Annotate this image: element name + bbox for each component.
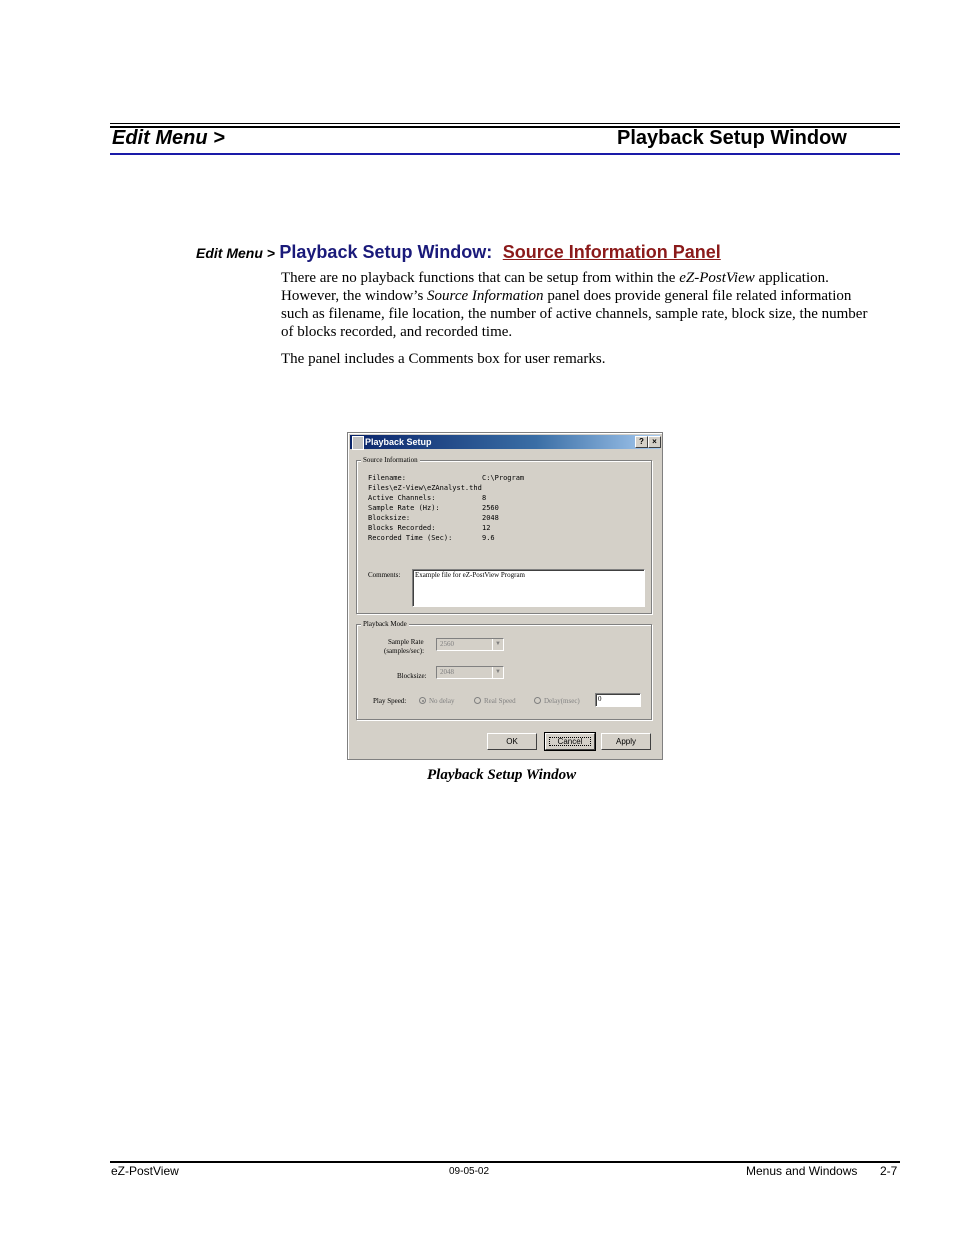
- source-information-label: Source Information: [363, 456, 418, 464]
- sample-rate-label: Sample Rate: [388, 638, 424, 646]
- footer-date: 09-05-02: [449, 1166, 490, 1177]
- comments-label: Comments:: [368, 571, 401, 579]
- footer-rule: [110, 1161, 900, 1163]
- info-sample-rate-label: Sample Rate (Hz):: [368, 504, 440, 512]
- info-sample-rate-value: 2560: [482, 504, 499, 512]
- footer-left: eZ-PostView: [111, 1164, 179, 1178]
- info-filename-label: Filename:: [368, 474, 406, 482]
- info-filepath: Files\eZ-View\eZAnalyst.thd: [368, 484, 482, 492]
- info-blocksize-value: 2048: [482, 514, 499, 522]
- close-button[interactable]: ×: [648, 436, 661, 448]
- blocksize-value: 2048: [440, 668, 454, 676]
- info-recorded-time-label: Recorded Time (Sec):: [368, 534, 453, 542]
- sample-rate-units-label: (samples/sec):: [384, 647, 425, 655]
- sample-rate-select[interactable]: [436, 638, 504, 651]
- radio-real-speed[interactable]: [474, 697, 481, 704]
- play-speed-label: Play Speed:: [373, 697, 407, 705]
- focus-rect: [549, 737, 591, 746]
- dialog-titlebar: [350, 435, 660, 449]
- playback-mode-label: Playback Mode: [363, 620, 407, 628]
- apply-button[interactable]: Apply: [601, 733, 651, 750]
- section-prefix: Edit Menu >: [196, 245, 275, 261]
- info-blocksize-label: Blocksize:: [368, 514, 411, 522]
- source-information-group: [356, 456, 652, 614]
- cancel-button[interactable]: [545, 733, 595, 750]
- radio-no-delay-label: No delay: [429, 697, 455, 705]
- header-rule-top: [110, 123, 900, 124]
- sample-rate-value: 2560: [440, 640, 454, 648]
- p1-app-name: eZ-PostView: [679, 270, 755, 286]
- p1-panel-name: Source Information: [427, 288, 544, 304]
- p1-text-a: There are no playback functions that can be setup from within the: [281, 270, 680, 286]
- radio-delay-label: Delay(msec): [544, 697, 580, 705]
- chevron-down-icon[interactable]: ▼: [492, 639, 503, 650]
- info-channels-label: Active Channels:: [368, 494, 436, 502]
- dialog-title: Playback Setup: [365, 437, 432, 447]
- delay-input[interactable]: 0: [595, 693, 641, 707]
- header-right-title: Playback Setup Window: [617, 127, 847, 149]
- ok-button[interactable]: OK: [487, 733, 537, 750]
- radio-delay[interactable]: [534, 697, 541, 704]
- info-filename-value: C:\Program: [482, 474, 525, 482]
- section-heading: [196, 242, 721, 263]
- info-blocks-recorded-value: 12: [482, 524, 491, 532]
- body-paragraph-1: [281, 269, 881, 341]
- chevron-down-icon[interactable]: ▼: [492, 667, 503, 678]
- playback-mode-group: [356, 620, 652, 720]
- blocksize-select[interactable]: [436, 666, 504, 679]
- figure-caption: Playback Setup Window: [427, 767, 577, 783]
- info-channels-value: 8: [482, 494, 487, 502]
- section-title: Playback Setup Window:: [279, 242, 493, 262]
- footer-section: Menus and Windows: [746, 1164, 858, 1178]
- info-recorded-time-value: 9.6: [482, 534, 495, 542]
- section-subtitle: Source Information Panel: [502, 242, 721, 262]
- body-paragraph-2: The panel includes a Comments box for user remarks.: [281, 351, 606, 367]
- radio-real-speed-label: Real Speed: [484, 697, 516, 705]
- help-button[interactable]: ?: [635, 436, 648, 448]
- p1-text-c: application. However, the window’s: [281, 270, 829, 304]
- p1-text-e: panel does provide general file related information such as filename, file location, the number of active channels, sample rate, block size, the number of blocks recorded, and recorded time.: [281, 288, 868, 340]
- footer-page-number: 2-7: [880, 1164, 898, 1178]
- info-blocks-recorded-label: Blocks Recorded:: [368, 524, 436, 532]
- comments-textarea[interactable]: Example file for eZ-PostView Program: [412, 569, 645, 607]
- cancel-label: Cancel: [557, 737, 583, 746]
- app-icon: [352, 436, 364, 450]
- blocksize-label: Blocksize:: [397, 672, 427, 680]
- header-left-title: Edit Menu >: [112, 127, 225, 149]
- radio-no-delay[interactable]: [419, 697, 426, 704]
- header-rule-bottom: [110, 153, 900, 155]
- playback-setup-dialog: [347, 432, 663, 760]
